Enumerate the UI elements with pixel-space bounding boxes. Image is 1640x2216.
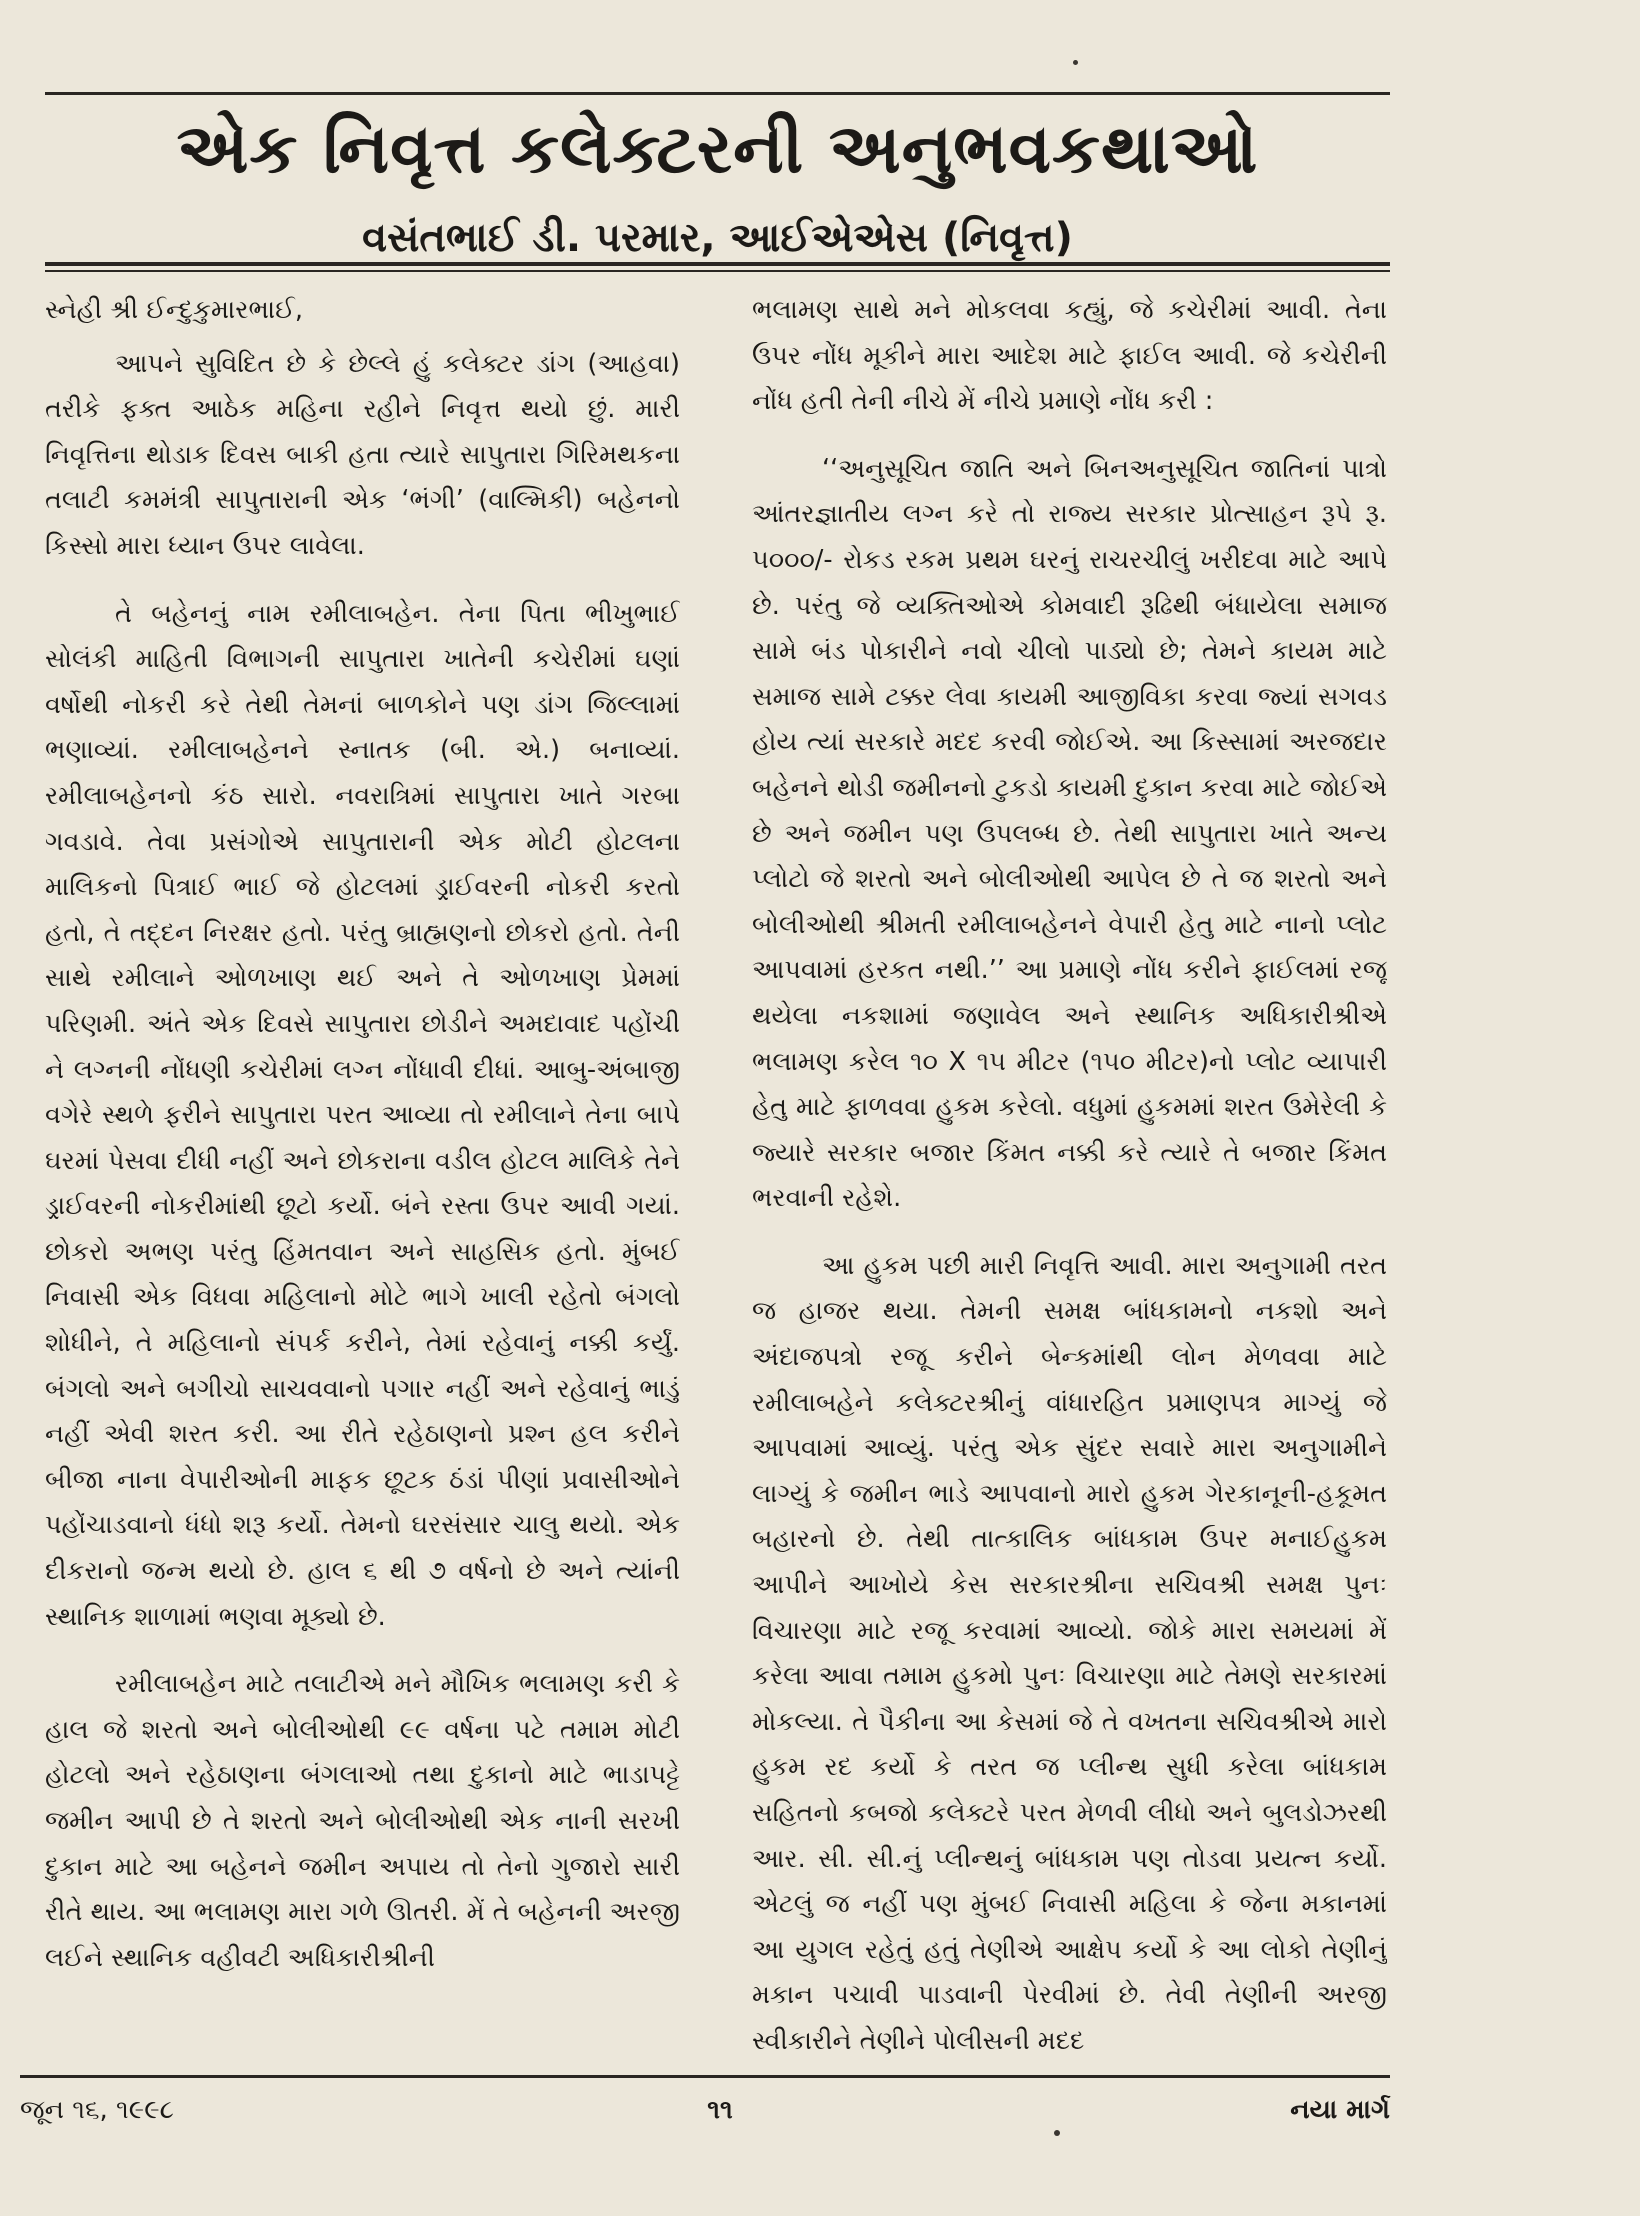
article-author: વસંતભાઈ ડી. પરમાર, આઈએએસ (નિવૃત્ત)	[362, 215, 1073, 261]
paragraph: રમીલાબહેન માટે તલાટીએ મને મૌખિક ભલામણ કરી કે હાલ જે શરતો અને બોલીઓથી ૯૯ વર્ષના પટે તમામ મોટી હોટલો અને રહેઠાણના બંગલાઓ તથા દુકાનો માટે ભાડાપટ્ટે જમીન આપી છે તે શરતો અને બોલીઓથી એક નાની સરખી દુકાન માટે આ બહેનને જમીન અપાય તો તેનો ગુજારો સારી રીતે થાય. આ ભલામણ મારા ગળે ઊતરી. મેં તે બહેનની અરજી લઈને સ્થાનિક વહીવટી અધિકારીશ્રીની	[45, 1669, 680, 1973]
salutation: સ્નેહી શ્રી ઈન્દુકુમારભાઈ,	[45, 295, 303, 325]
quoted-note: ‘‘અનુસૂચિત જાતિ અને બિનઅનુસૂચિત જાતિનાં પાત્રો આંતરજ્ઞાતીય લગ્ન કરે તો રાજ્ય સરકાર પ્રોત્સાહન રૂપે રૂ. ૫૦૦૦/- રોકડ રકમ પ્રથમ ઘરનું રાચરચીલું ખરીદવા માટે આપે છે. પરંતુ જે વ્યક્તિઓએ કોમવાદી રૂઢિથી બંધાયેલા સમાજ સામે બંડ પોકારીને નવો ચીલો પાડ્યો છે; તેમને કાયમ માટે સમાજ સામે ટક્કર લેવા કાયમી આજીવિકા કરવા જ્યાં સગવડ હોય ત્યાં સરકારે મદદ કરવી જોઈએ. આ કિસ્સામાં અરજદાર બહેનને થોડી જમીનનો ટુકડો કાયમી દુકાન કરવા માટે જોઈએ છે અને જમીન પણ ઉપલબ્ધ છે. તેથી સાપુતારા ખાતે અન્ય પ્લોટો જે શરતો અને બોલીઓથી આપેલ છે તે જ શરતો અને બોલીઓથી શ્રીમતી રમીલાબહેનને વેપારી હેતુ માટે નાનો પ્લોટ આપવામાં હરકત નથી.’’ આ પ્રમાણે નોંધ કરીને ફાઈલમાં રજૂ થયેલા નકશામાં જણાવેલ અને સ્થાનિક અધિકારીશ્રીએ ભલામણ કરેલ ૧૦ X ૧૫ મીટર (૧૫૦ મીટર)નો પ્લોટ વ્યાપારી હેતુ માટે ફાળવવા હુકમ કરેલો. વધુમાં હુકમમાં શરત ઉમેરેલી કે જ્યારે સરકાર બજાર કિંમત નક્કી કરે ત્યારે તે બજાર કિંમત ભરવાની રહેશે.	[752, 453, 1387, 1214]
footer-rule	[20, 2075, 1390, 2078]
left-column	[45, 288, 680, 2068]
top-rule	[45, 92, 1390, 95]
paragraph: આ હુકમ પછી મારી નિવૃત્તિ આવી. મારા અનુગામી તરત જ હાજર થયા. તેમની સમક્ષ બાંધકામનો નકશો અને અંદાજપત્રો રજૂ કરીને બેન્કમાંથી લોન મેળવવા માટે રમીલાબહેને કલેક્ટરશ્રીનું વાંધારહિત પ્રમાણપત્ર માગ્યું જે આપવામાં આવ્યું. પરંતુ એક સુંદર સવારે મારા અનુગામીને લાગ્યું કે જમીન ભાડે આપવાનો મારો હુકમ ગેરકાનૂની-હકૂમત બહારનો છે. તેથી તાત્કાલિક બાંધકામ ઉપર મનાઈહુકમ આપીને આખોયે કેસ સરકારશ્રીના સચિવશ્રી સમક્ષ પુનઃ વિચારણા માટે રજૂ કરવામાં આવ્યો. જોકે મારા સમયમાં મેં કરેલા આવા તમામ હુકમો પુનઃ વિચારણા માટે તેમણે સરકારમાં મોકલ્યા. તે પૈકીના આ કેસમાં જે તે વખતના સચિવશ્રીએ મારો હુકમ રદ કર્યો કે તરત જ પ્લીન્થ સુધી કરેલા બાંધકામ સહિતનો કબજો કલેક્ટરે પરત મેળવી લીધો અને બુલડોઝરથી આર. સી. સી.નું પ્લીન્થનું બાંધકામ પણ તોડવા પ્રયત્ન કર્યો. એટલું જ નહીં પણ મુંબઈ નિવાસી મહિલા કે જેના મકાનમાં આ યુગલ રહેતું હતું તેણીએ આક્ષેપ કર્યો કે આ લોકો તેણીનું મકાન પચાવી પાડવાની પેરવીમાં છે. તેવી તેણીની અરજી સ્વીકારીને તેણીને પોલીસની મદદ	[752, 1250, 1387, 2056]
paragraph: તે બહેનનું નામ રમીલાબહેન. તેના પિતા ભીખુભાઈ સોલંકી માહિતી વિભાગની સાપુતારા ખાતેની કચેરીમાં ઘણાં વર્ષોથી નોકરી કરે તેથી તેમનાં બાળકોને પણ ડાંગ જિલ્લામાં ભણાવ્યાં. રમીલાબહેનને સ્નાતક (બી. એ.) બનાવ્યાં. રમીલાબહેનનો કંઠ સારો. નવરાત્રિમાં સાપુતારા ખાતે ગરબા ગવડાવે. તેવા પ્રસંગોએ સાપુતારાની એક મોટી હોટલના માલિકનો પિત્રાઈ ભાઈ જે હોટલમાં ડ્રાઈવરની નોકરી કરતો હતો, તે તદ્દન નિરક્ષર હતો. પરંતુ બ્રાહ્મણનો છોકરો હતો. તેની સાથે રમીલાને ઓળખાણ થઈ અને તે ઓળખાણ પ્રેમમાં પરિણમી. અંતે એક દિવસે સાપુતારા છોડીને અમદાવાદ પહોંચી ને લગ્નની નોંધણી કચેરીમાં લગ્ન નોંધાવી દીધાં. આબુ-અંબાજી વગેરે સ્થળે ફરીને સાપુતારા પરત આવ્યા તો રમીલાને તેના બાપે ઘરમાં પેસવા દીધી નહીં અને છોકરાના વડીલ હોટલ માલિકે તેને ડ્રાઈવરની નોકરીમાંથી છૂટો કર્યો. બંને રસ્તા ઉપર આવી ગયાં. છોકરો અભણ પરંતુ હિંમતવાન અને સાહસિક હતો. મુંબઈ નિવાસી એક વિધવા મહિલાનો મોટે ભાગે ખાલી રહેતો બંગલો શોધીને, તે મહિલાનો સંપર્ક કરીને, તેમાં રહેવાનું નક્કી કર્યું. બંગલો અને બગીચો સાચવવાનો પગાર નહીં અને રહેવાનું ભાડું નહીં એવી શરત કરી. આ રીતે રહેઠાણનો પ્રશ્ન હલ કરીને બીજા નાના વેપારીઓની માફક છૂટક ઠંડાં પીણાં પ્રવાસીઓને પહોંચાડવાનો ધંધો શરૂ કર્યો. તેમનો ઘરસંસાર ચાલુ થયો. એક દીકરાનો જન્મ થયો છે. હાલ ૬ થી ૭ વર્ષનો છે અને ત્યાંની સ્થાનિક શાળામાં ભણવા મૂક્યો છે.	[45, 598, 680, 1632]
paragraph: આપને સુવિદિત છે કે છેલ્લે હું કલેક્ટર ડાંગ (આહવા) તરીકે ફક્ત આઠેક મહિના રહીને નિવૃત્ત થયો છું. મારી નિવૃત્તિના થોડાક દિવસ બાકી હતા ત્યારે સાપુતારા ગિરિમથકના તલાટી કમમંત્રી સાપુતારાની એક ‘ભંગી’ (વાલ્મિકી) બહેનનો કિસ્સો મારા ધ્યાન ઉપર લાવેલા.	[45, 348, 680, 561]
right-column	[752, 288, 1387, 2068]
print-speck	[1054, 2130, 1060, 2136]
article-title: એક નિવૃત્ત કલેક્ટરની અનુભવકથાઓ	[176, 110, 1259, 189]
header-rule	[45, 262, 1390, 266]
paragraph: ભલામણ સાથે મને મોકલવા કહ્યું, જે કચેરીમાં આવી. તેના ઉપર નોંધ મૂકીને મારા આદેશ માટે ફાઈલ આવી. જે કચેરીની નોંધ હતી તેની નીચે મેં નીચે પ્રમાણે નોંધ કરી :	[752, 295, 1387, 417]
page-number: ૧૧	[707, 2095, 733, 2125]
header-rule-thin	[45, 270, 1390, 272]
magazine-name: નયા માર્ગ	[1290, 2095, 1390, 2125]
footer-date: જૂન ૧૬, ૧૯૯૮	[20, 2095, 174, 2125]
print-speck	[1073, 60, 1078, 65]
